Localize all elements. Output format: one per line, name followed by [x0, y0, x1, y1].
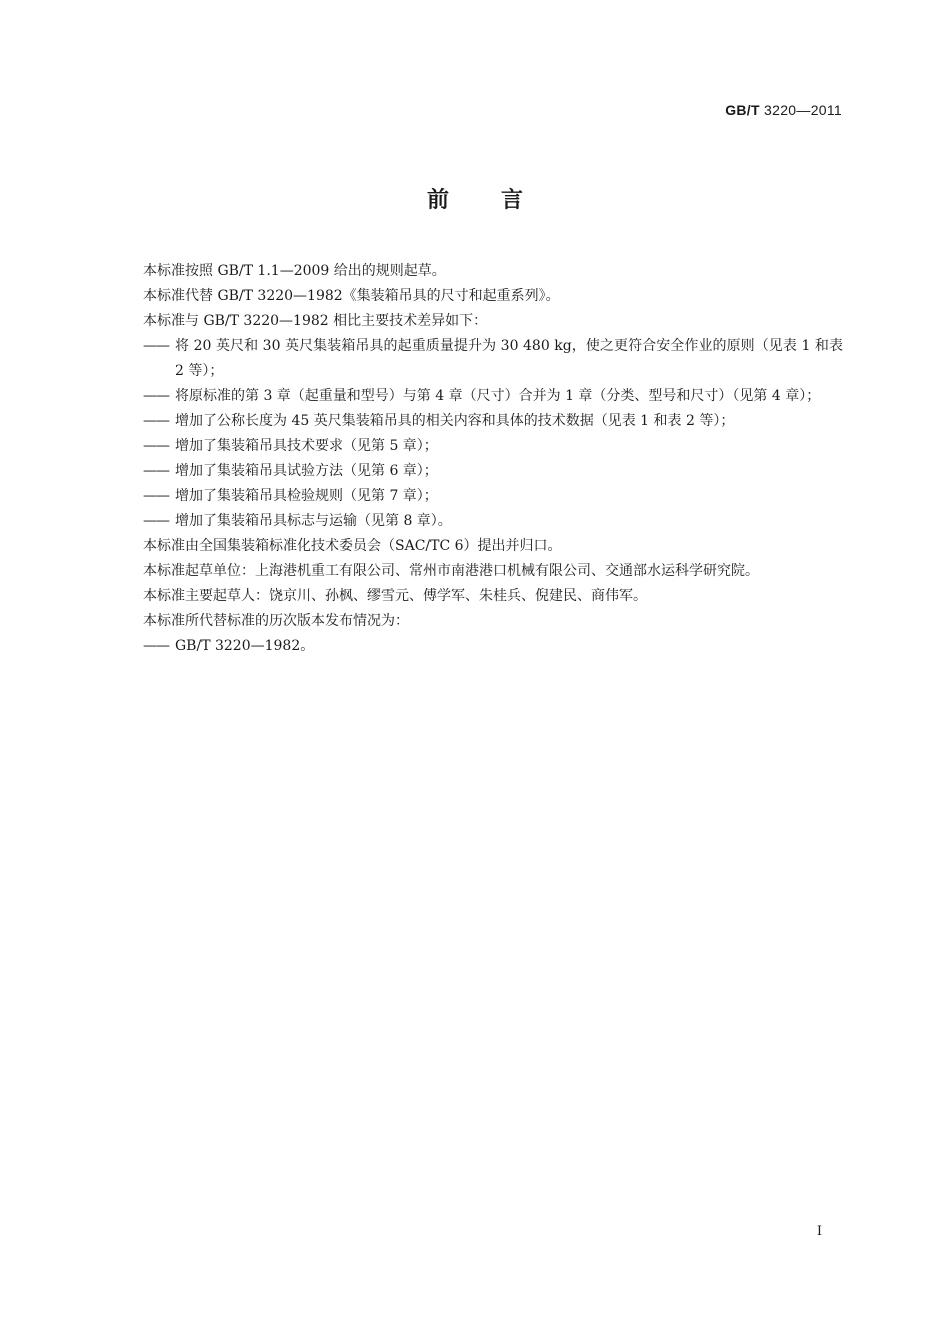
list-item-text: 将原标准的第 3 章（起重量和型号）与第 4 章（尺寸）合并为 1 章（分类、型号和尺寸）（见第 4 章）； [175, 388, 821, 404]
history-item [143, 634, 843, 659]
list-item-text: 增加了集装箱吊具检验规则（见第 7 章）； [175, 488, 438, 504]
list-item [143, 409, 843, 434]
list-dash: —— [143, 338, 169, 354]
list-item [143, 334, 843, 384]
list-dash: —— [143, 388, 169, 404]
list-dash: —— [143, 638, 169, 654]
page-title: 前言 [426, 188, 575, 213]
list-item-text: 增加了公称长度为 45 英尺集装箱吊具的相关内容和具体的技术数据（见表 1 和表 2 等）； [175, 413, 735, 429]
list-dash: —— [143, 413, 169, 429]
paragraph-history-intro: 本标准所代替标准的历次版本发布情况为： [143, 613, 409, 629]
standard-code [725, 102, 842, 118]
document-body [143, 259, 843, 659]
list-item-text: 增加了集装箱吊具试验方法（见第 6 章）； [175, 463, 438, 479]
list-item [143, 484, 843, 509]
list-dash: —— [143, 488, 169, 504]
list-dash: —— [143, 463, 169, 479]
list-dash: —— [143, 438, 169, 454]
page-number: I [816, 1224, 822, 1239]
list-item-text: 增加了集装箱吊具标志与运输（见第 8 章）。 [175, 513, 452, 529]
list-item [143, 384, 843, 409]
list-item-text: 将 20 英尺和 30 英尺集装箱吊具的起重质量提升为 30 480 kg，使之更符合安全作业的原则（见表 1 和表 2 等）； [175, 338, 843, 379]
list-item [143, 434, 843, 459]
paragraph-drafting-rules: 本标准按照 GB/T 1.1—2009 给出的规则起草。 [143, 263, 446, 279]
history-item-text: GB/T 3220—1982。 [175, 638, 315, 654]
list-dash: —— [143, 513, 169, 529]
list-item [143, 459, 843, 484]
paragraph-differences-intro: 本标准与 GB/T 3220—1982 相比主要技术差异如下： [143, 313, 488, 329]
standard-code-prefix: GB/T [725, 102, 760, 118]
paragraph-drafting-units: 本标准起草单位：上海港机重工有限公司、常州市南港港口机械有限公司、交通部水运科学研究院。 [143, 563, 759, 579]
paragraph-drafters: 本标准主要起草人：饶京川、孙枫、缪雪元、傅学军、朱桂兵、倪建民、商伟军。 [143, 588, 647, 604]
list-item-text: 增加了集装箱吊具技术要求（见第 5 章）； [175, 438, 438, 454]
list-item [143, 509, 843, 534]
paragraph-proposer: 本标准由全国集装箱标准化技术委员会（SAC/TC 6）提出并归口。 [143, 538, 562, 554]
standard-code-number: 3220—2011 [764, 102, 842, 118]
paragraph-replaces: 本标准代替 GB/T 3220—1982《集装箱吊具的尺寸和起重系列》。 [143, 288, 560, 304]
